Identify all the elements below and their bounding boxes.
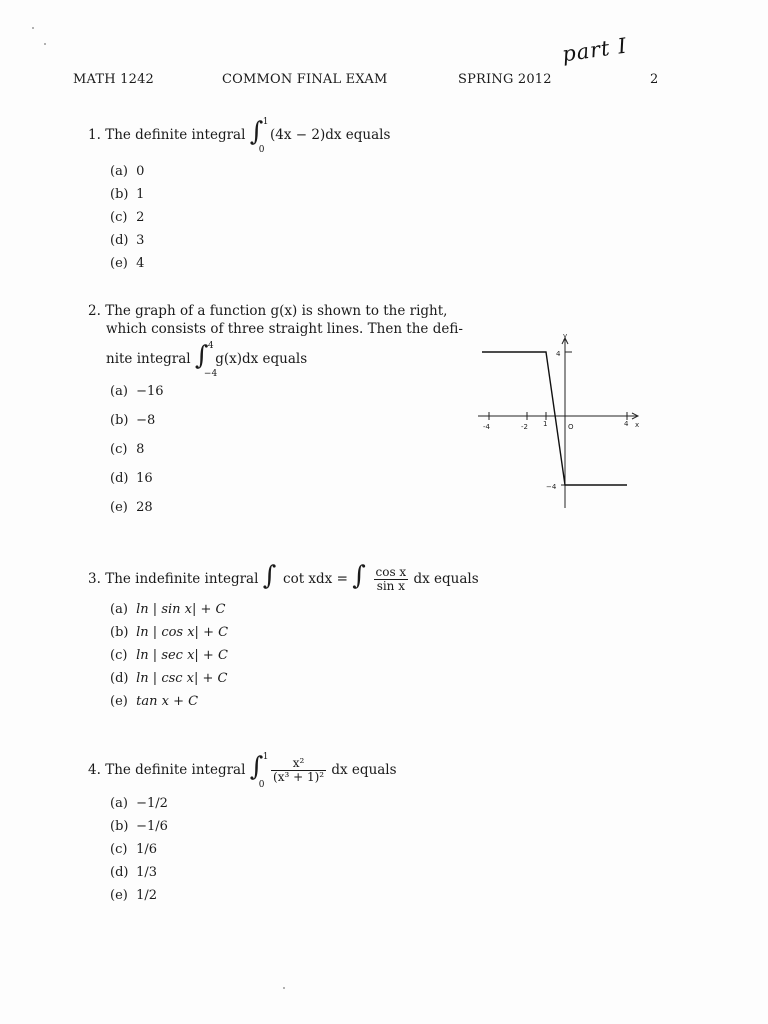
integrand: (4x − 2)dx [270,127,342,143]
upper-limit: 1 [262,116,269,127]
numerator: x² [271,757,326,771]
x-tick-label: -4 [483,423,490,431]
option-d: (d) 1/3 [110,865,158,880]
page-number: 2 [650,72,659,87]
lower-limit: 0 [258,779,265,790]
option-b: (b) −8 [110,413,156,428]
option-a: (a) ln | sin x| + C [110,602,226,617]
upper-limit: 1 [262,751,269,762]
exam-term: SPRING 2012 [458,72,552,87]
y-tick-label: −4 [546,483,557,491]
y-axis-label: y [563,332,568,340]
option-a: (a) −16 [110,384,164,399]
scan-speck [44,43,46,45]
question-text-line-3: nite integral [106,351,191,367]
option-c: (c) 8 [110,442,145,457]
option-b: (b) −1/6 [110,819,168,834]
integrand: cot xdx = [283,571,348,587]
course-code: MATH 1242 [73,72,155,87]
question-number: 1. [88,127,101,143]
integral-sign: ∫ 1 0 [250,762,266,780]
question-text: dx equals [331,762,397,778]
fraction [271,757,326,784]
option-e: (e) 4 [110,256,145,271]
question-text-line-1: The graph of a function g(x) is shown to the right, [105,303,448,319]
function-line [482,352,627,485]
integrand: g(x)dx [215,351,259,367]
option-d: (d) 3 [110,233,145,248]
question-4 [88,751,397,790]
numerator: cos x [375,565,407,579]
lower-limit: 0 [258,144,265,155]
integral-sign: ∫ 4 −4 [195,351,211,369]
option-c: (c) 1/6 [110,842,158,857]
y-tick-label: 4 [556,350,561,358]
option-b: (b) 1 [110,187,145,202]
x-tick-label: -2 [521,423,528,431]
option-b: (b) ln | cos x| + C [110,625,229,640]
x-tick-label: 4 [624,420,629,428]
question-text: equals [345,127,391,143]
option-c: (c) ln | sec x| + C [110,648,228,663]
integral-sign: ∫ [262,560,277,591]
option-e: (e) 1/2 [110,888,158,903]
question-text: The definite integral [105,127,246,143]
option-d: (d) 16 [110,471,153,486]
option-e: (e) tan x + C [110,694,199,709]
option-a: (a) 0 [110,164,145,179]
denominator: (x³ + 1)² [273,770,325,784]
question-number: 4. [88,762,101,778]
lower-limit: −4 [203,368,218,379]
integral-sign: ∫ [352,560,366,591]
denominator: sin x [376,579,405,593]
question-text-line-2: which consists of three straight lines. Then the defi- [106,321,463,337]
question-1 [88,116,391,155]
x-axis-label: x [635,421,640,429]
question-text: equals [262,351,308,367]
question-text: dx equals [413,571,479,587]
origin-label: O [568,423,574,431]
integral-sign: ∫ 1 0 [250,127,266,145]
option-d: (d) ln | csc x| + C [110,671,228,686]
question-text: The definite integral [105,762,246,778]
fraction [374,566,409,593]
question-2 [88,302,463,379]
scan-speck [283,987,285,989]
option-e: (e) 28 [110,500,153,515]
x-tick-label: 1 [543,420,548,428]
exam-title: COMMON FINAL EXAM [222,72,388,87]
handwritten-note: part I [560,33,629,67]
option-a: (a) −1/2 [110,796,168,811]
question-number: 2. [88,303,101,319]
function-graph [474,328,644,518]
option-c: (c) 2 [110,210,145,225]
question-number: 3. [88,571,101,587]
question-3 [88,560,479,593]
upper-limit: 4 [207,340,214,351]
question-text: The indefinite integral [105,571,259,587]
scan-speck [32,27,34,29]
